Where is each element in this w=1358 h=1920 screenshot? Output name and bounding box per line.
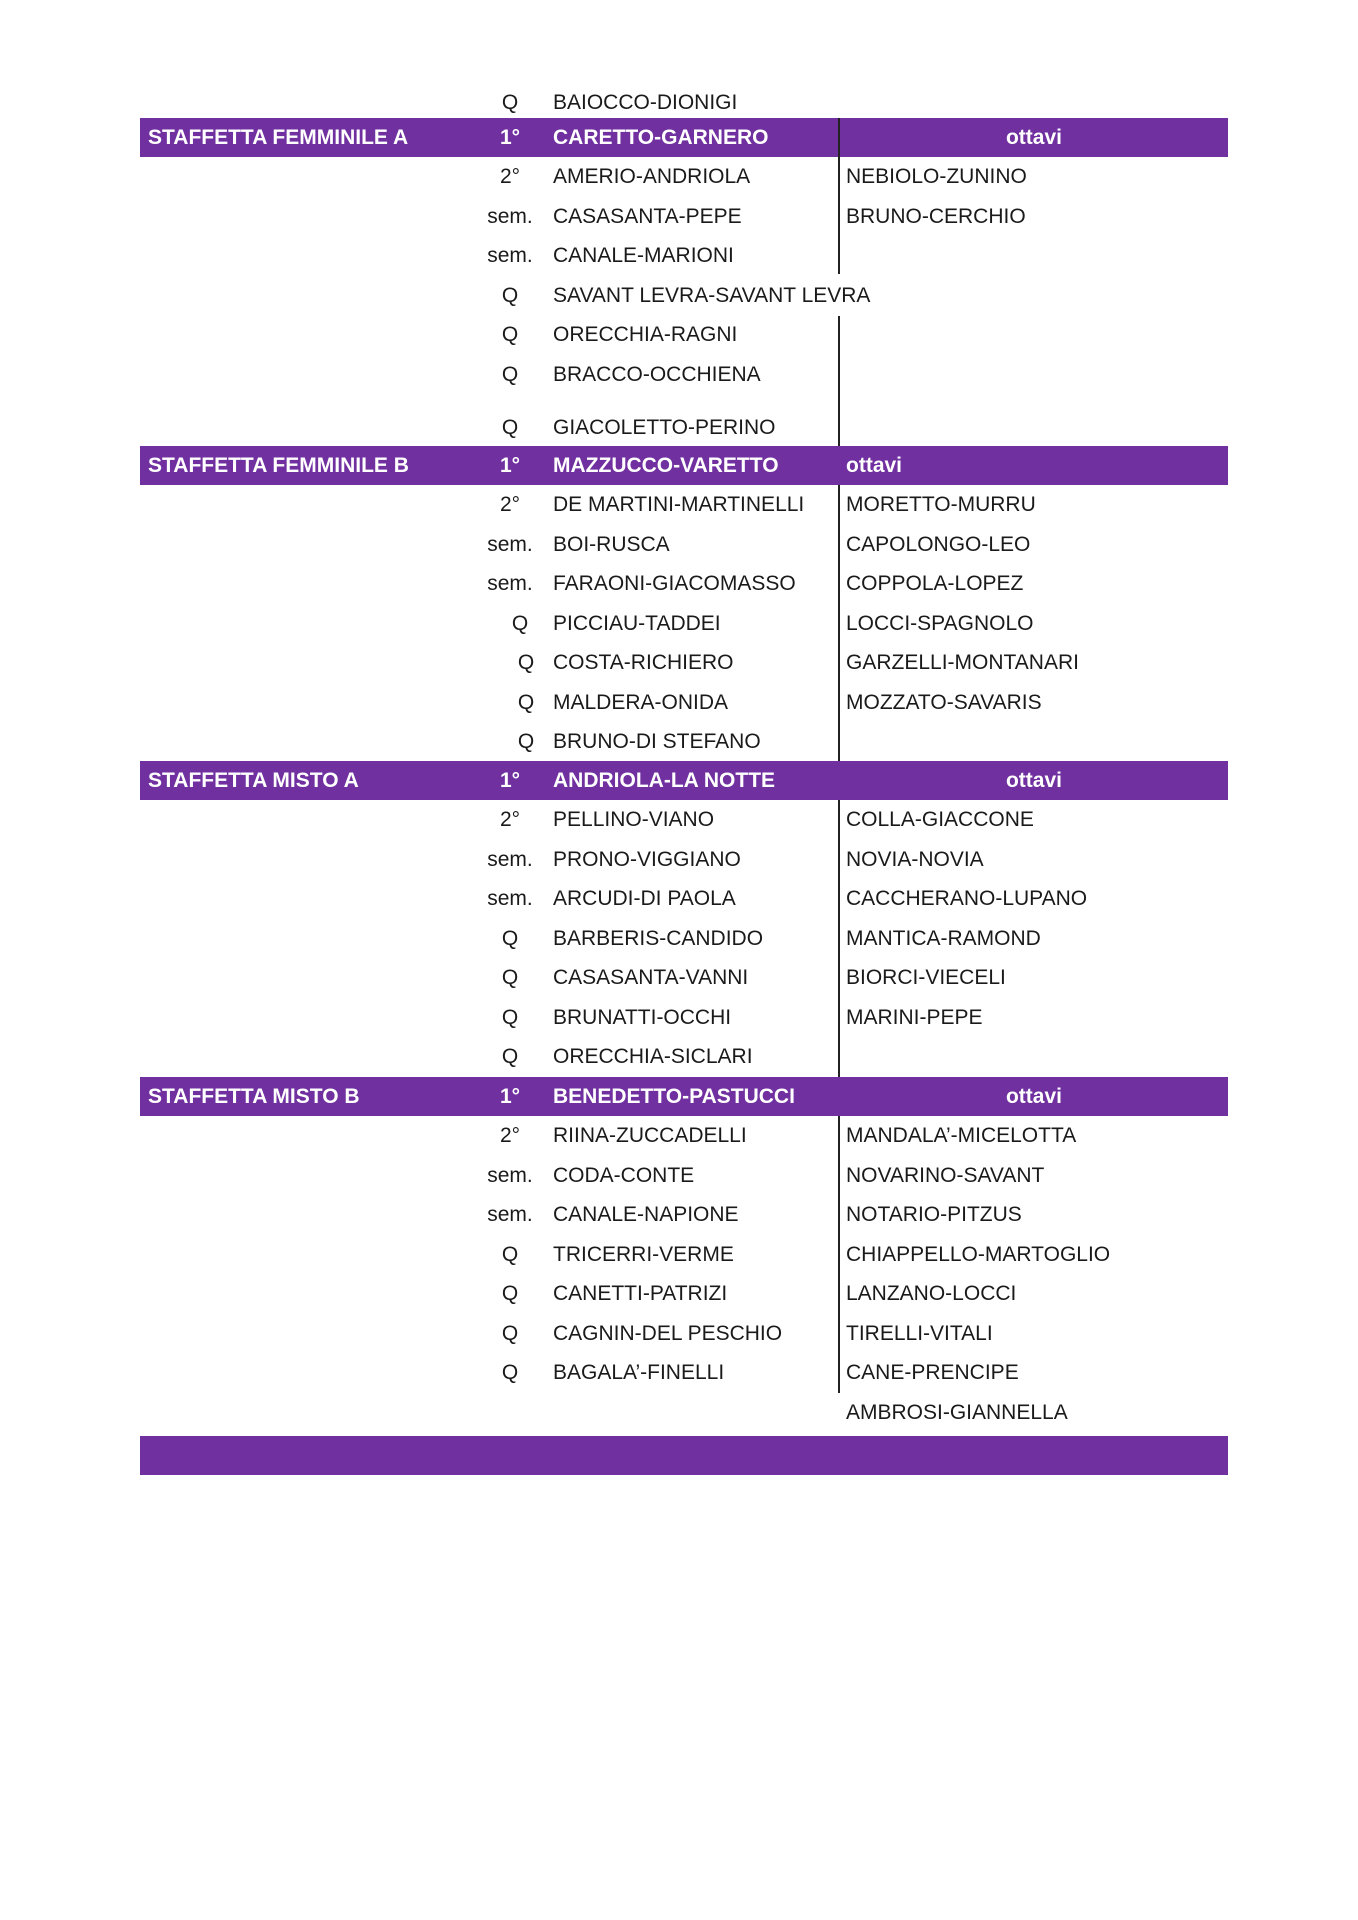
ottavi-label: ottavi — [1005, 769, 1062, 792]
position: sem. — [487, 1164, 533, 1187]
category-title: STAFFETTA MISTO A — [148, 769, 359, 792]
position: sem. — [487, 572, 533, 595]
first-position: 1° — [499, 454, 521, 477]
position: sem. — [487, 1203, 533, 1226]
category-title: STAFFETTA MISTO B — [148, 1085, 360, 1108]
table-row — [140, 840, 1228, 879]
ottavi-label: ottavi — [1005, 1085, 1062, 1108]
pair-name: COSTA-RICHIERO — [553, 651, 734, 674]
pair-name: BOI-RUSCA — [553, 533, 670, 556]
table-row — [140, 1314, 1228, 1353]
table-row — [140, 355, 1228, 394]
position: Q — [511, 612, 529, 635]
ottavi-pair: LOCCI-SPAGNOLO — [846, 612, 1034, 635]
table-row — [140, 604, 1228, 643]
position: Q — [501, 323, 519, 346]
table-row — [140, 683, 1228, 722]
table-row — [140, 643, 1228, 682]
pair-name: BRUNATTI-OCCHI — [553, 1006, 732, 1029]
ottavi-pair: BIORCI-VIECELI — [846, 966, 1006, 989]
position: Q — [501, 966, 519, 989]
first-pair: CARETTO-GARNERO — [553, 126, 769, 149]
pair-name: FARAONI-GIACOMASSO — [553, 572, 796, 595]
footer-bar — [140, 1436, 1228, 1475]
ottavi-pair: COLLA-GIACCONE — [846, 808, 1034, 831]
position: sem. — [487, 205, 533, 228]
ottavi-pair: LANZANO-LOCCI — [846, 1282, 1017, 1305]
position: 2° — [499, 493, 521, 516]
category-title: STAFFETTA FEMMINILE A — [148, 126, 409, 149]
table-row — [140, 1353, 1228, 1392]
first-pair: MAZZUCCO-VARETTO — [553, 454, 779, 477]
pair-name: PRONO-VIGGIANO — [553, 848, 741, 871]
position: 2° — [499, 808, 521, 831]
ottavi-pair: MARINI-PEPE — [846, 1006, 983, 1029]
pair-name: TRICERRI-VERME — [553, 1243, 734, 1266]
pair-name: CANALE-NAPIONE — [553, 1203, 739, 1226]
position: sem. — [487, 848, 533, 871]
position: sem. — [487, 244, 533, 267]
pair-name: DE MARTINI-MARTINELLI — [553, 493, 805, 516]
table-row — [140, 1116, 1228, 1155]
table-row — [140, 919, 1228, 958]
pair-name: BAGALA’-FINELLI — [553, 1361, 725, 1384]
first-pair: BENEDETTO-PASTUCCI — [553, 1085, 795, 1108]
pair-name: CODA-CONTE — [553, 1164, 695, 1187]
table-row — [140, 1037, 1228, 1076]
first-position: 1° — [499, 769, 521, 792]
pair-name: BARBERIS-CANDIDO — [553, 927, 764, 950]
position: sem. — [487, 533, 533, 556]
pair-name: CAGNIN-DEL PESCHIO — [553, 1322, 783, 1345]
position: Q — [517, 691, 535, 714]
pair-name: AMERIO-ANDRIOLA — [553, 165, 751, 188]
table-row — [140, 958, 1228, 997]
table-row — [140, 315, 1228, 354]
pair-name: MALDERA-ONIDA — [553, 691, 729, 714]
position: Q — [501, 1361, 519, 1384]
position: Q — [501, 91, 519, 114]
table-row — [140, 276, 1228, 315]
position: Q — [501, 416, 519, 439]
position: Q — [501, 1006, 519, 1029]
table-row — [140, 1156, 1228, 1195]
ottavi-pair: NOVARINO-SAVANT — [846, 1164, 1045, 1187]
ottavi-pair: CHIAPPELLO-MARTOGLIO — [846, 1243, 1111, 1266]
section-header — [140, 118, 1228, 157]
ottavi-pair: COPPOLA-LOPEZ — [846, 572, 1024, 595]
table-row — [140, 998, 1228, 1037]
ottavi-pair: NOVIA-NOVIA — [846, 848, 984, 871]
column-divider — [838, 1116, 840, 1393]
position: Q — [517, 730, 535, 753]
position: 2° — [499, 165, 521, 188]
pair-name: RIINA-ZUCCADELLI — [553, 1124, 747, 1147]
position: 2° — [499, 1124, 521, 1147]
pair-name: ORECCHIA-RAGNI — [553, 323, 738, 346]
category-title: STAFFETTA FEMMINILE B — [148, 454, 409, 477]
table-row — [140, 197, 1228, 236]
first-position: 1° — [499, 1085, 521, 1108]
ottavi-pair: CANE-PRENCIPE — [846, 1361, 1019, 1384]
pair-name: PICCIAU-TADDEI — [553, 612, 721, 635]
table-row — [140, 157, 1228, 196]
ottavi-pair: CAPOLONGO-LEO — [846, 533, 1031, 556]
position: Q — [501, 363, 519, 386]
pair-name: BAIOCCO-DIONIGI — [553, 91, 738, 114]
table-row — [140, 1195, 1228, 1234]
column-divider — [838, 118, 840, 274]
column-divider — [838, 800, 840, 1077]
pair-name: CASASANTA-VANNI — [553, 966, 749, 989]
ottavi-pair: AMBROSI-GIANNELLA — [846, 1401, 1068, 1424]
pair-name: PELLINO-VIANO — [553, 808, 715, 831]
pair-name: BRACCO-OCCHIENA — [553, 363, 761, 386]
ottavi-pair: NEBIOLO-ZUNINO — [846, 165, 1027, 188]
section-header — [140, 761, 1228, 800]
ottavi-pair: MOZZATO-SAVARIS — [846, 691, 1042, 714]
first-pair: ANDRIOLA-LA NOTTE — [553, 769, 776, 792]
continuation-row — [140, 83, 1228, 122]
pair-name: GIACOLETTO-PERINO — [553, 416, 776, 439]
table-row — [140, 1235, 1228, 1274]
pair-name: SAVANT LEVRA-SAVANT LEVRA — [553, 284, 871, 307]
position: sem. — [487, 887, 533, 910]
ottavi-label: ottavi — [846, 454, 903, 477]
table-row — [140, 408, 1228, 447]
pair-name: CANALE-MARIONI — [553, 244, 734, 267]
section-header — [140, 1077, 1228, 1116]
table-row — [140, 525, 1228, 564]
table-row — [140, 722, 1228, 761]
ottavi-pair: MORETTO-MURRU — [846, 493, 1036, 516]
ottavi-pair: NOTARIO-PITZUS — [846, 1203, 1022, 1226]
position: Q — [501, 284, 519, 307]
column-divider — [838, 316, 840, 446]
ottavi-pair: TIRELLI-VITALI — [846, 1322, 993, 1345]
table-row — [140, 236, 1228, 275]
ottavi-pair: BRUNO-CERCHIO — [846, 205, 1026, 228]
position — [470, 1393, 550, 1432]
position: Q — [501, 1322, 519, 1345]
position: Q — [517, 651, 535, 674]
pair-name: BRUNO-DI STEFANO — [553, 730, 761, 753]
pair-name: CANETTI-PATRIZI — [553, 1282, 728, 1305]
position: Q — [501, 927, 519, 950]
pair-name: CASASANTA-PEPE — [553, 205, 742, 228]
position: Q — [501, 1282, 519, 1305]
position: Q — [501, 1243, 519, 1266]
section-header — [140, 446, 1228, 485]
ottavi-pair: CACCHERANO-LUPANO — [846, 887, 1088, 910]
pair-name: ORECCHIA-SICLARI — [553, 1045, 753, 1068]
ottavi-label: ottavi — [1005, 126, 1062, 149]
table-row — [140, 1274, 1228, 1313]
position: Q — [501, 1045, 519, 1068]
table-row — [140, 564, 1228, 603]
table-row — [140, 879, 1228, 918]
ottavi-pair: MANDALA’-MICELOTTA — [846, 1124, 1077, 1147]
table-row — [140, 485, 1228, 524]
column-divider — [838, 485, 840, 761]
table-row — [140, 1393, 1228, 1432]
first-position: 1° — [499, 126, 521, 149]
table-row — [140, 800, 1228, 839]
pair-name: ARCUDI-DI PAOLA — [553, 887, 736, 910]
ottavi-pair: MANTICA-RAMOND — [846, 927, 1041, 950]
ottavi-pair: GARZELLI-MONTANARI — [846, 651, 1079, 674]
